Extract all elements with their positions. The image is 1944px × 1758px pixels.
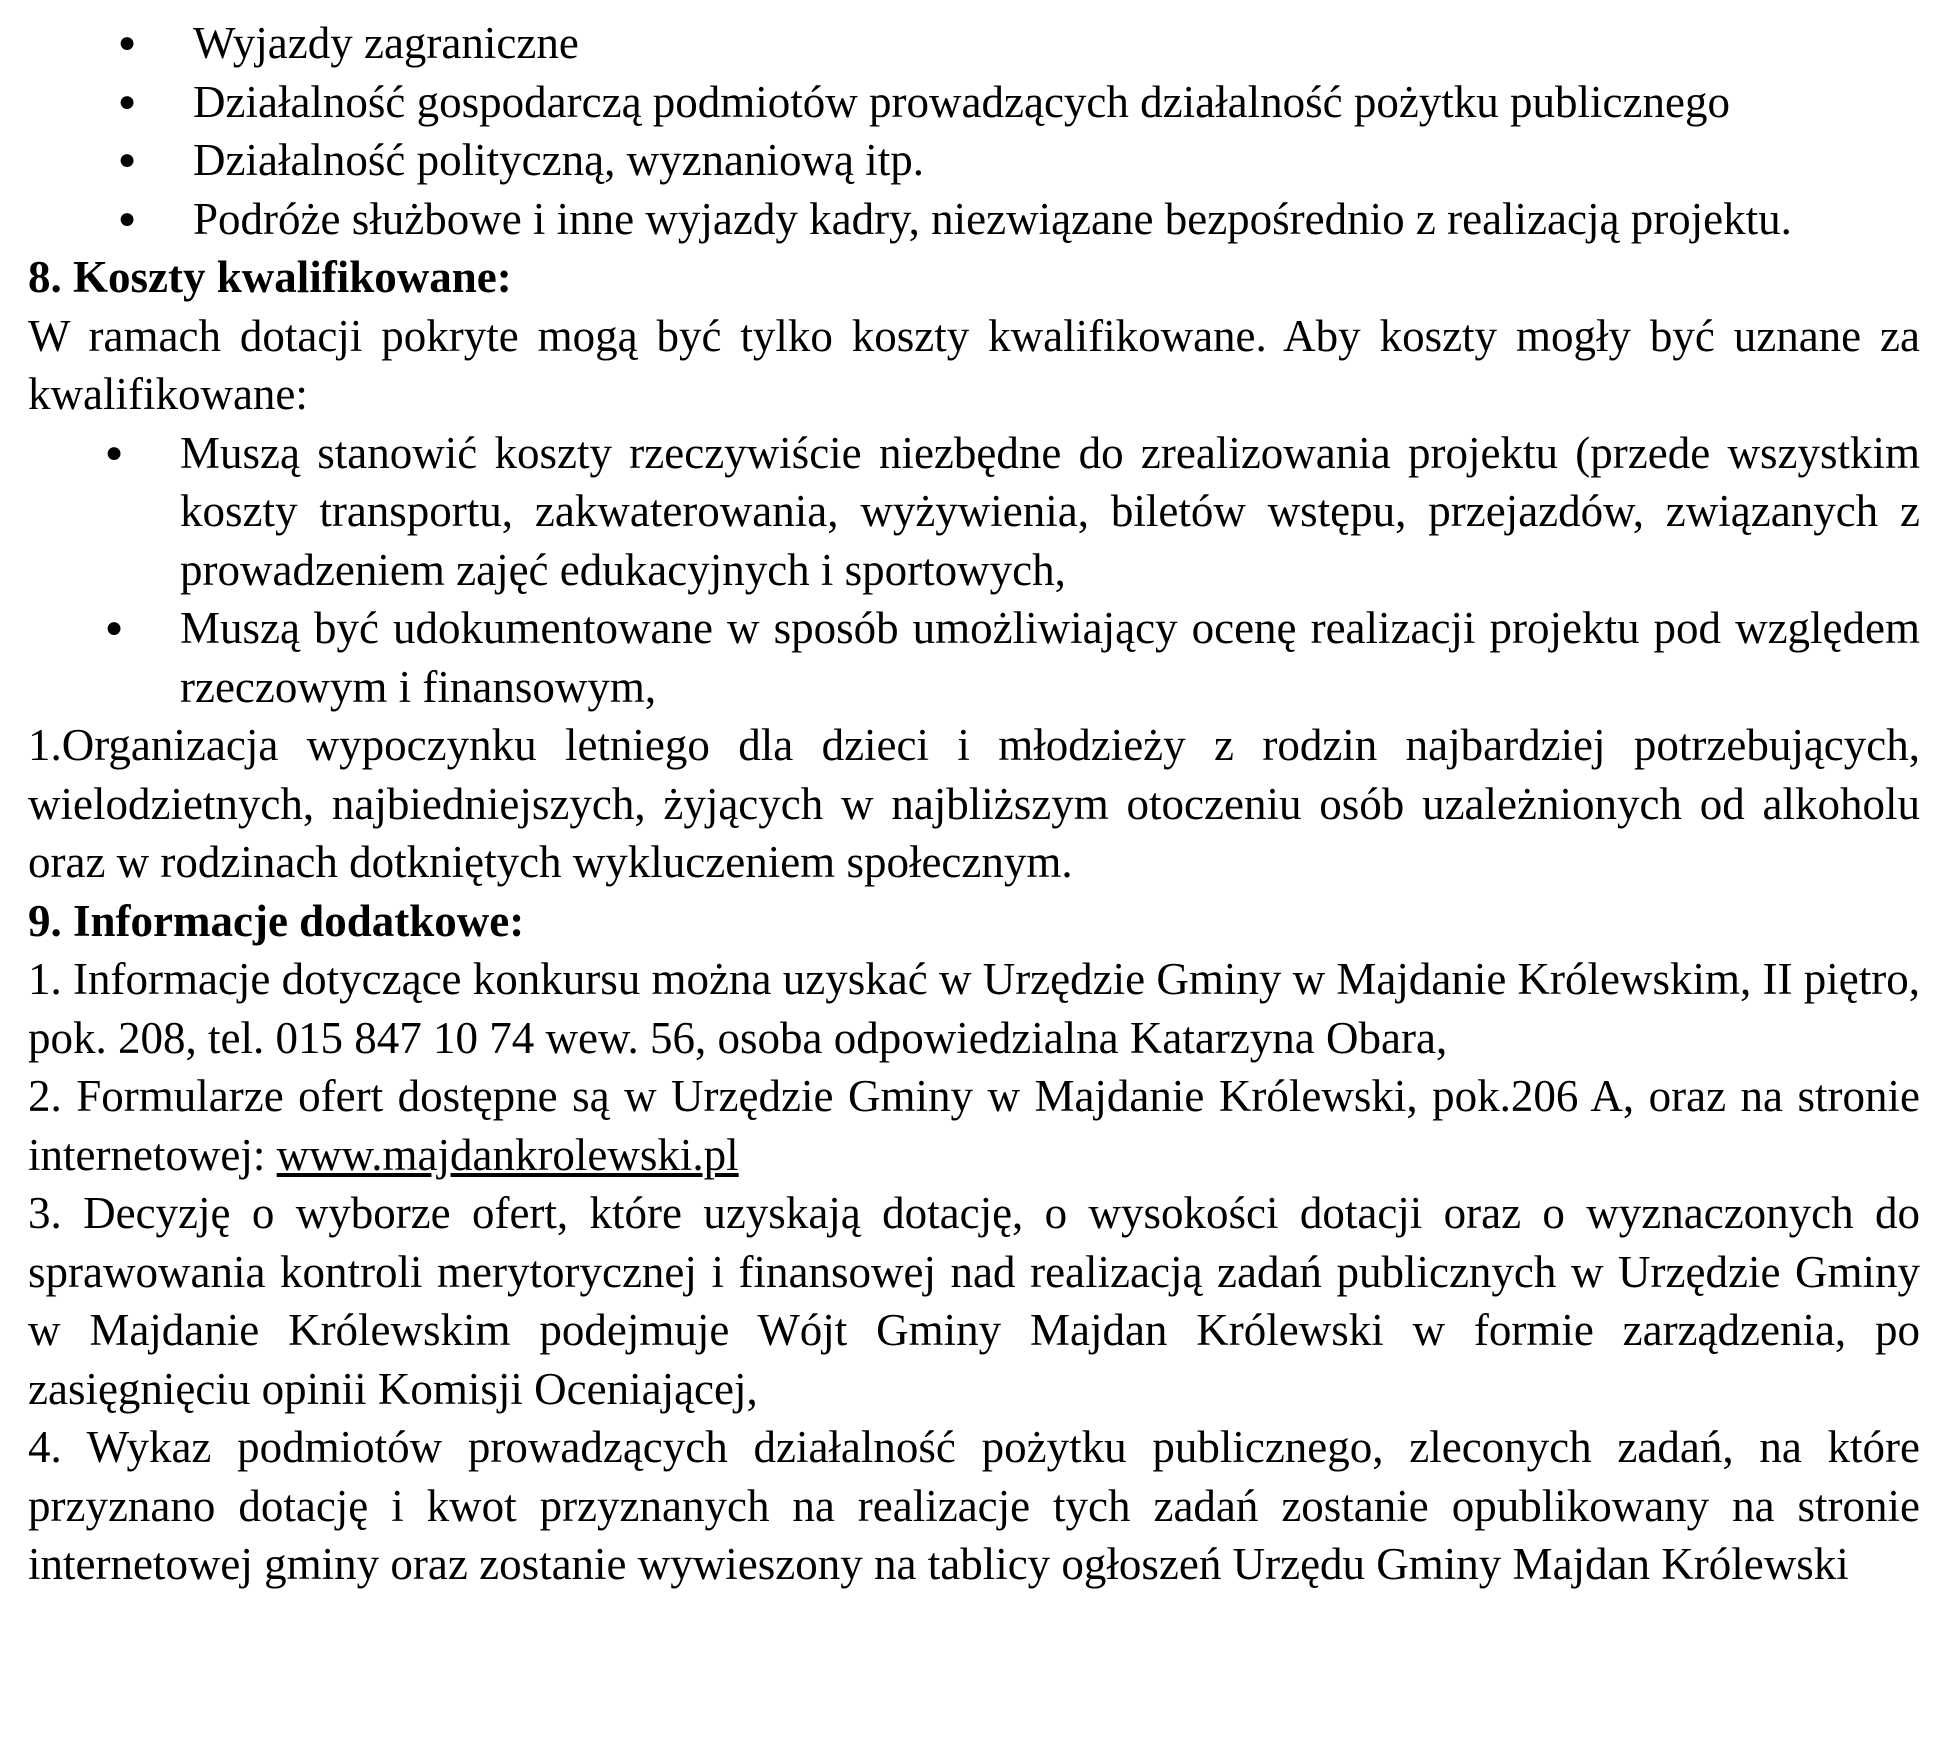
excluded-costs-list: [28, 14, 1920, 248]
bullet-icon: ●: [105, 611, 124, 644]
section-8-item-1: 1.Organizacja wypoczynku letniego dla dzieci i młodzieży z rodzin najbardziej potrzebujących, wielodzietnych, najbiedniejszych, żyjących w najbliższym otoczeniu osób uzależnionych od alkoholu oraz w rodzinach dotkniętych wykluczeniem społecznym.: [28, 720, 1920, 887]
document-page: [28, 14, 1920, 1594]
qualified-costs-list: [28, 424, 1920, 717]
list-item: ● Wyjazdy zagraniczne: [28, 14, 1920, 73]
section-9-item-3: 3. Decyzję o wyborze ofert, które uzyskają dotację, o wysokości dotacji oraz o wyznaczonych do sprawowania kontroli merytorycznej i finansowej nad realizacją zadań publicznych w Urzędzie Gminy w Majdanie Królewskim podejmuje Wójt Gminy Majdan Królewski w formie zarządzenia, po zasięgnięciu opinii Komisji Oceniającej,: [28, 1188, 1920, 1414]
list-item: ● Działalność gospodarczą podmiotów prowadzących działalność pożytku publicznego: [28, 73, 1920, 132]
section-9-item-2: 2. Formularze ofert dostępne są w Urzędzie Gminy w Majdanie Królewski, pok.206 A, oraz na stronie internetowej: www.majdankrolewski.pl: [28, 1071, 1920, 1180]
section-9-item-1: 1. Informacje dotyczące konkursu można uzyskać w Urzędzie Gminy w Majdanie Królewskim, II piętro, pok. 208, tel. 015 847 10 74 wew. 56, osoba odpowiedzialna Katarzyna Obara,: [28, 954, 1920, 1063]
bullet-icon: ●: [118, 84, 137, 118]
bullet-icon: ●: [118, 143, 137, 176]
list-item: ● Podróże służbowe i inne wyjazdy kadry, niezwiązane bezpośrednio z realizacją projektu.: [28, 190, 1920, 249]
website-link[interactable]: www.majdankrolewski.pl: [276, 1129, 739, 1180]
section-9-heading: 9. Informacje dodatkowe:: [28, 895, 525, 946]
bullet-icon: ●: [105, 435, 124, 469]
bullet-icon: ●: [118, 201, 137, 235]
list-item: ● Muszą być udokumentowane w sposób umożliwiający ocenę realizacji projektu pod względem rzeczowym i finansowym,: [28, 599, 1920, 716]
list-item: ● Działalność polityczną, wyznaniową itp.: [28, 131, 1920, 190]
bullet-icon: ●: [118, 26, 137, 59]
section-8-intro: W ramach dotacji pokryte mogą być tylko koszty kwalifikowane. Aby koszty mogły być uznane za kwalifikowane:: [28, 310, 1920, 419]
list-item: ● Muszą stanowić koszty rzeczywiście niezbędne do zrealizowania projektu (przede wszystkim koszty transportu, zakwaterowania, wyżywienia, biletów wstępu, przejazdów, związanych z prowadzeniem zajęć edukacyjnych i sportowych,: [28, 424, 1920, 600]
section-9-item-4: 4. Wykaz podmiotów prowadzących działalność pożytku publicznego, zleconych zadań, na które przyznano dotację i kwot przyznanych na realizacje tych zadań zostanie opublikowany na stronie internetowej gminy oraz zostanie wywieszony na tablicy ogłoszeń Urzędu Gminy Majdan Królewski: [28, 1422, 1920, 1589]
section-8-heading: 8. Koszty kwalifikowane:: [28, 252, 512, 302]
